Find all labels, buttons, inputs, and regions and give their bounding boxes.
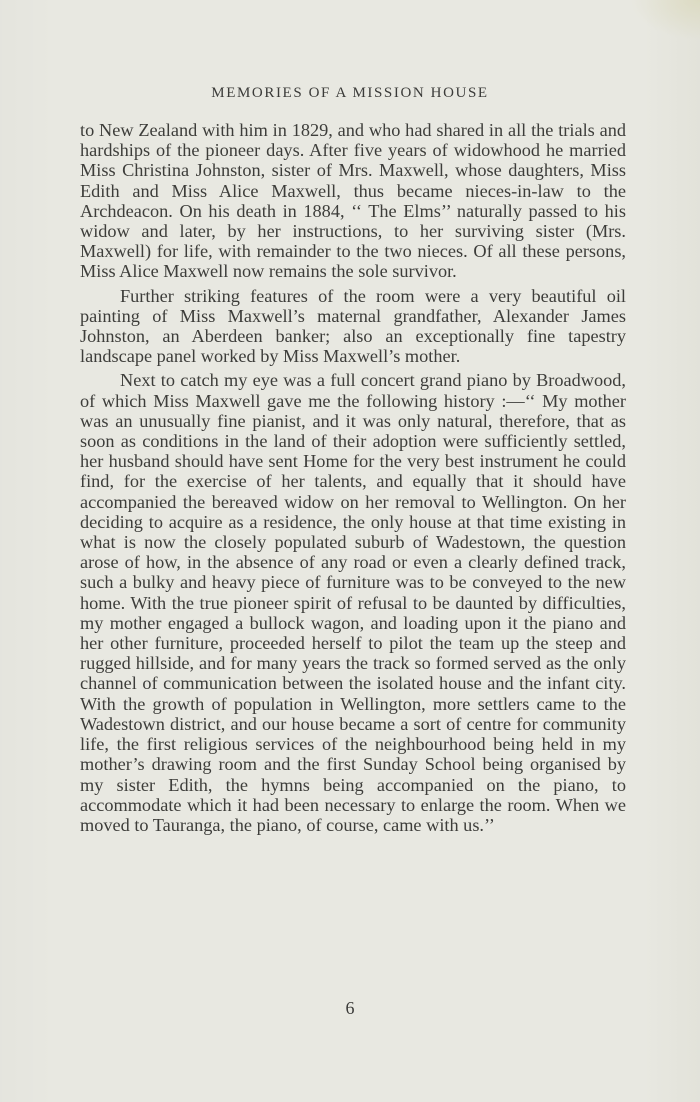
page-corner-discoloration: [630, 0, 700, 40]
paragraph-continuation: to New Zealand with him in 1829, and who had shared in all the trials and hardships of the pioneer days. After five years of widowhood he married Miss Christina Johnston, sister of Mrs. Maxwell, whose daughters, Miss Edith and Miss Alice Maxwell, thus became nieces-in-law to the Archdeacon. On his death in 1884, ‘‘ The Elms’’ naturally passed to his widow and later, by her instructions, to her surviving sister (Mrs. Maxwell) for life, with remainder to the two nieces. Of all these persons, Miss Alice Maxwell now remains the sole survivor.: [80, 120, 626, 282]
page-number: 6: [345, 998, 355, 1018]
paragraph-painting: Further striking features of the room were a very beautiful oil painting of Miss Maxwell’s maternal grandfather, Alexander James Johnston, an Aberdeen banker; also an exceptionally fine tapestry landscape panel worked by Miss Maxwell’s mother.: [80, 285, 626, 367]
body-text: [80, 120, 626, 835]
running-head: MEMORIES OF A MISSION HOUSE: [211, 85, 489, 101]
paragraph-piano: Next to catch my eye was a full concert grand piano by Broadwood, of which Miss Maxwell gave me the following history :—‘‘ My mother was an unusually fine pianist, and it was only natural, therefore, that as soon as conditions in the land of their adoption were sufficiently settled, her husband should have sent Home for the very best instrument he could find, for the exercise of her talents, and equally that it should have accompanied the bereaved widow on her removal to Wellington. On her deciding to acquire as a residence, the only house at that time existing in what is now the closely populated suburb of Wadestown, the question arose of how, in the absence of any road or even a clearly defined track, such a bulky and heavy piece of furniture was to be conveyed to the new home. With the true pioneer spirit of refusal to be daunted by difficulties, my mother engaged a bullock wagon, and loading upon it the piano and her other furniture, proceeded herself to pilot the team up the steep and rugged hillside, and for many years the track so formed served as the only channel of communication between the isolated house and the infant city. With the growth of population in Wellington, more settlers came to the Wadestown district, and our house became a sort of centre for community life, the first religious services of the neighbourhood being held in my mother’s drawing room and the first Sunday School being organised by my sister Edith, the hymns being accompanied on the piano, to accommodate which it had been necessary to enlarge the room. When we moved to Tauranga, the piano, of course, came with us.’’: [80, 370, 626, 835]
